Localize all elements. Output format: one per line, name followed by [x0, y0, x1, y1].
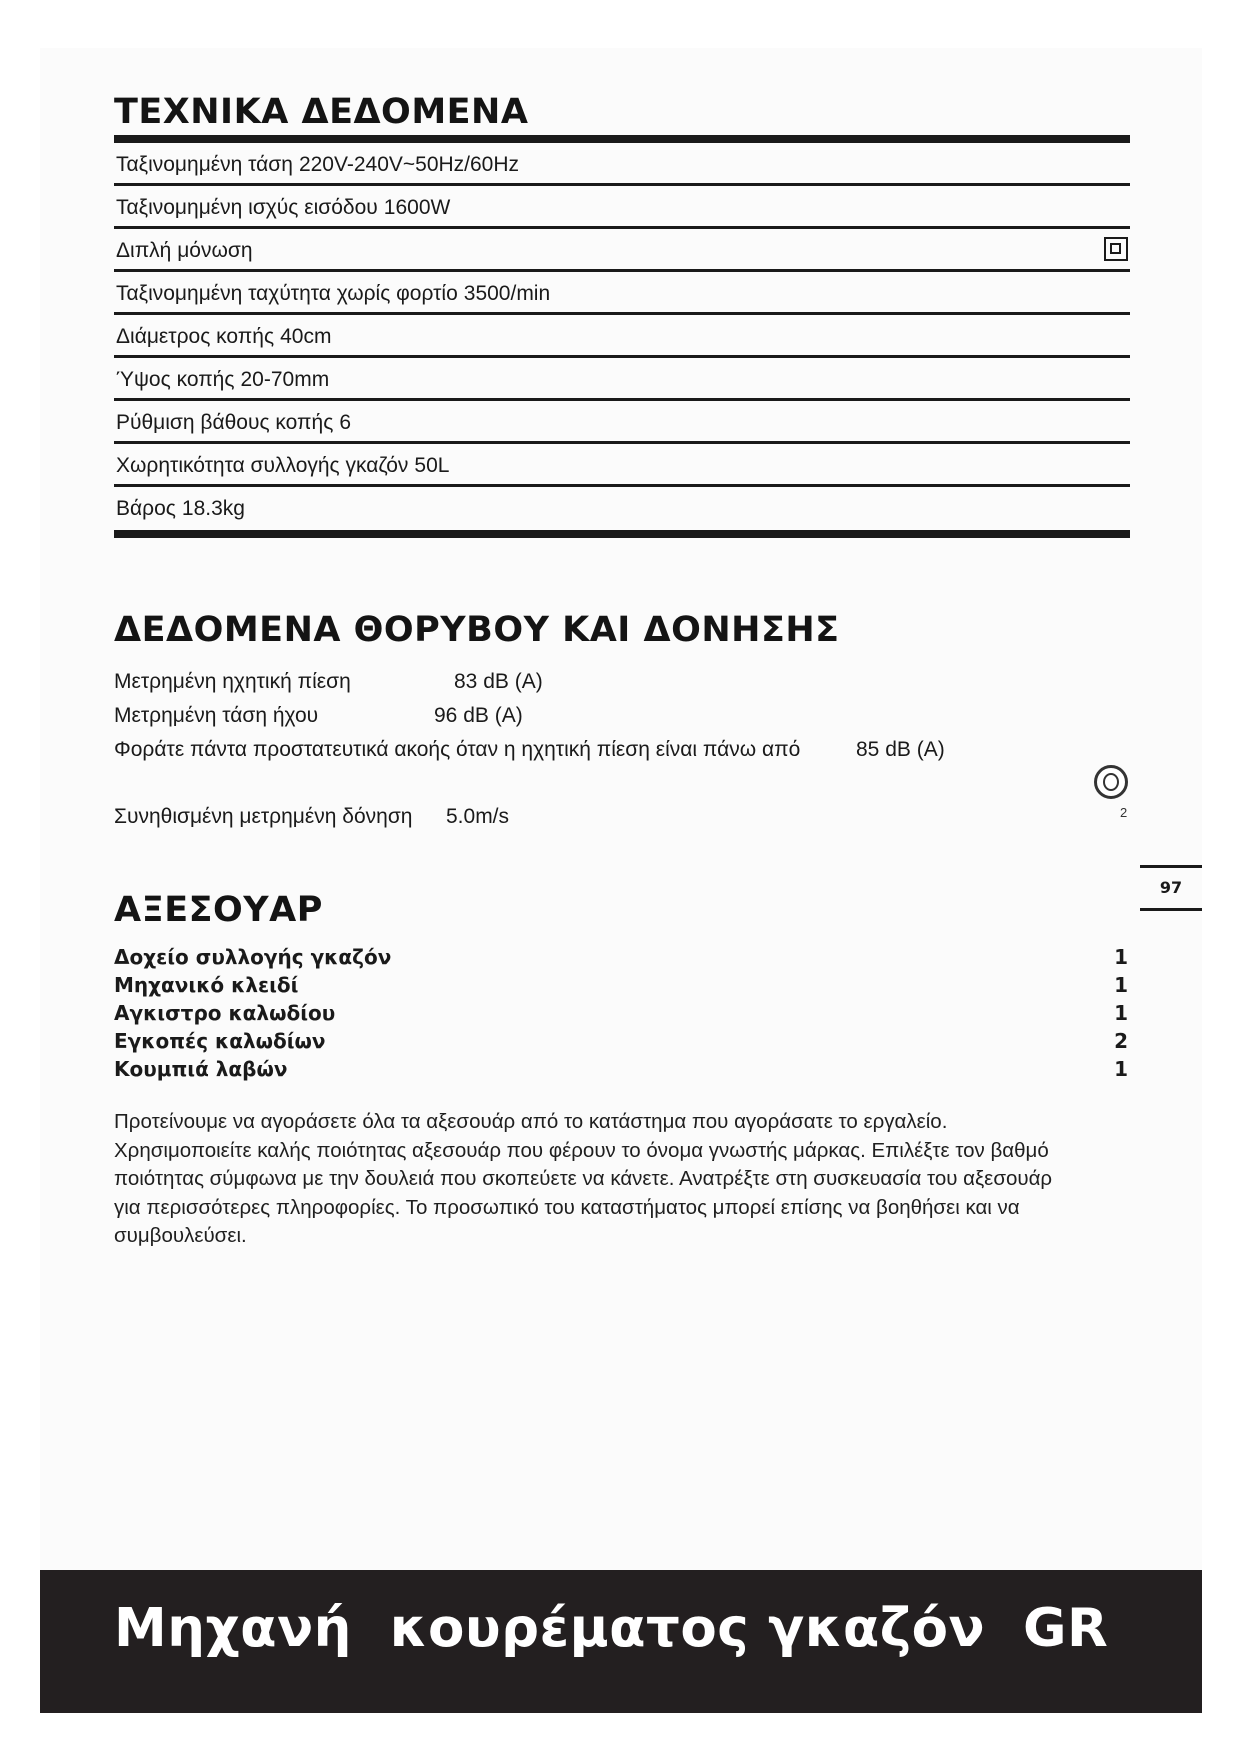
technical-data-heading: ΤΕΧΝΙΚΑ ΔΕΔΟΜΕΝΑ	[114, 92, 529, 132]
page-number: 97	[1140, 865, 1202, 911]
spec-top-rule	[114, 135, 1130, 143]
spec-row: Ταξινομημένη τάση 220V-240V~50Hz/60Hz	[114, 143, 1130, 186]
spec-row: Διάμετρος κοπής 40cm	[114, 315, 1130, 358]
accessories-heading: ΑΞΕΣΟΥΑΡ	[114, 890, 323, 930]
spec-row: Διπλή μόνωση	[114, 229, 1130, 272]
spec-row: Ταξινομημένη ταχύτητα χωρίς φορτίο 3500/min	[114, 272, 1130, 315]
ear-protection-icon	[1094, 765, 1128, 799]
double-insulation-icon	[1104, 237, 1128, 261]
accessory-list	[114, 943, 1130, 1083]
list-item: Μηχανικό κλειδί 1	[114, 973, 1128, 997]
spec-row: Βάρος 18.3kg	[116, 497, 245, 520]
sound-pressure-line: Μετρημένη ηχητική πίεση 83 dB (A)	[114, 670, 543, 693]
spec-row: Χωρητικότητα συλλογής γκαζόν 50L	[114, 444, 1130, 487]
noise-section	[114, 610, 1130, 650]
vibration-line: Συνηθισμένη μετρημένη δόνηση 5.0m/s	[114, 805, 510, 828]
footer-title: Μηχανή κουρέματος γκαζόν GR	[114, 1598, 1109, 1659]
spec-row: Ταξινομημένη ισχύς εισόδου 1600W	[114, 186, 1130, 229]
list-item: Αγκιστρο καλωδίου 1	[114, 1001, 1128, 1025]
spec-row: Ρύθμιση βάθους κοπής 6	[114, 401, 1130, 444]
accessories-section	[114, 890, 1130, 930]
sound-power-line: Μετρημένη τάση ήχου 96 dB (A)	[114, 704, 523, 727]
spec-row: Ύψος κοπής 20-70mm	[114, 358, 1130, 401]
technical-data-section	[114, 92, 1130, 132]
list-item: Εγκοπές καλωδίων 2	[114, 1029, 1128, 1053]
hearing-warning-line: Φοράτε πάντα προστατευτικά ακοής όταν η ηχητική πίεση είναι πάνω από 85 dB (A)	[114, 738, 945, 761]
noise-heading: ΔΕΔΟΜΕΝΑ ΘΟΡΥΒΟΥ ΚΑΙ ΔΟΝΗΣΗΣ	[114, 610, 840, 650]
noise-values	[114, 665, 1130, 834]
spec-bottom-rule	[114, 530, 1130, 538]
vibration-exponent: 2	[1120, 805, 1128, 820]
spec-table	[114, 135, 1130, 538]
accessory-advice-paragraph: Προτείνουμε να αγοράσετε όλα τα αξεσουάρ από το κατάστημα που αγοράσατε το εργαλείο. Χρησιμοποιείτε καλής ποιότητας αξεσουάρ που φέρουν το όνομα γνωστής μάρκας. Επιλέξτε τον βαθμό ποιότητας σύμφωνα με την δουλειά που σκοπεύετε να κάνετε. Ανατρέξτε στη συσκευασία του αξεσουάρ για περισσότερες πληροφορίες. Το προσωπικό του καταστήματος μπορεί επίσης να βοηθήσει και να συμβουλεύσει.	[114, 1110, 1053, 1247]
list-item: Κουμπιά λαβών 1	[114, 1057, 1128, 1081]
footer-band	[40, 1570, 1202, 1713]
list-item: Δοχείο συλλογής γκαζόν 1	[114, 945, 1128, 969]
